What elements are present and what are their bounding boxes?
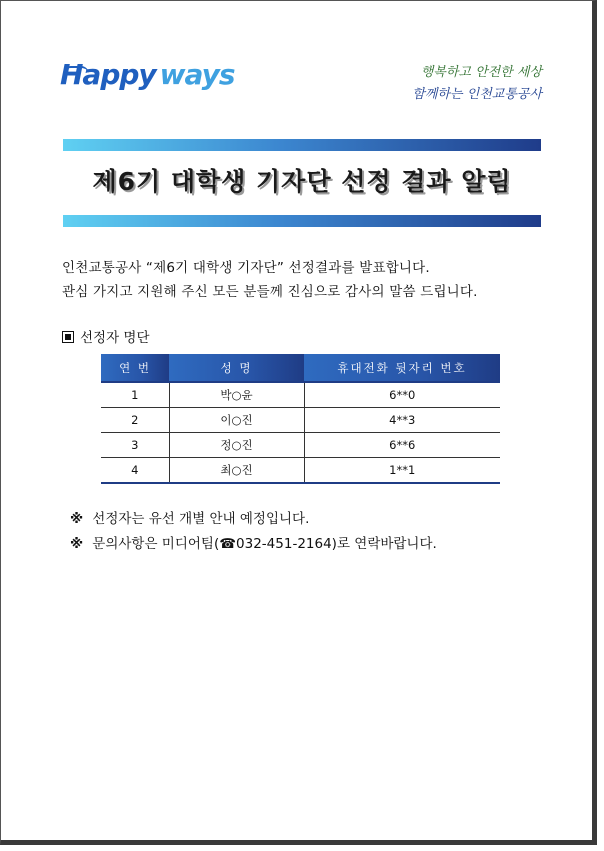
cell-phone: 1**1 [304,458,500,484]
cell-phone: 4**3 [304,408,500,433]
intro-line: 관심 가지고 지원해 주신 모든 분들께 진심으로 감사의 말씀 드립니다. [62,284,478,300]
cell-name: 최○진 [169,458,304,484]
notes-section [70,507,437,557]
square-bullet-icon [62,331,74,343]
section-heading [62,326,150,346]
intro-line: 인천교통공사 “제6기 대학생 기자단” 선정결과를 발표합니다. [62,260,430,276]
table-row [101,458,500,484]
logo-happy-text: Happy [60,58,156,91]
cell-number: 1 [101,382,169,408]
page-title: 제6기 대학생 기자단 선정 결과 알림 [92,167,512,196]
note-text: 선정자는 유선 개별 안내 예정입니다. [92,511,310,527]
table-header-row [101,354,500,382]
table-row [101,433,500,458]
logo-ways-text: ways [159,58,235,91]
cell-number: 4 [101,458,169,484]
cell-name: 이○진 [169,408,304,433]
intro-text [62,256,478,304]
cell-number: 3 [101,433,169,458]
title-bar-top [63,139,541,151]
cell-phone: 6**0 [304,382,500,408]
cell-phone: 6**6 [304,433,500,458]
reference-mark-icon: ※ [70,536,84,552]
logo-wordmark [60,58,235,91]
title-bar-bottom [63,215,541,227]
column-header-number: 연 번 [101,354,169,382]
note-text: 문의사항은 미디어팀(☎032-451-2164)로 연락바랍니다. [92,536,437,552]
corporate-slogan [412,62,542,106]
slogan-line-1: 행복하고 안전한 세상 [420,65,542,80]
column-header-name: 성 명 [169,354,304,382]
note-item [70,532,437,557]
cell-name: 정○진 [169,433,304,458]
section-heading-label: 선정자 명단 [80,330,150,346]
table-row [101,408,500,433]
cell-name: 박○윤 [169,382,304,408]
winners-table [101,354,500,484]
table-row [101,382,500,408]
slogan-line-2: 함께하는 인천교통공사 [412,87,542,102]
column-header-phone: 휴대전화 뒷자리 번호 [304,354,500,382]
reference-mark-icon: ※ [70,511,84,527]
note-item [70,507,437,532]
cell-number: 2 [101,408,169,433]
happyways-logo [60,58,235,102]
